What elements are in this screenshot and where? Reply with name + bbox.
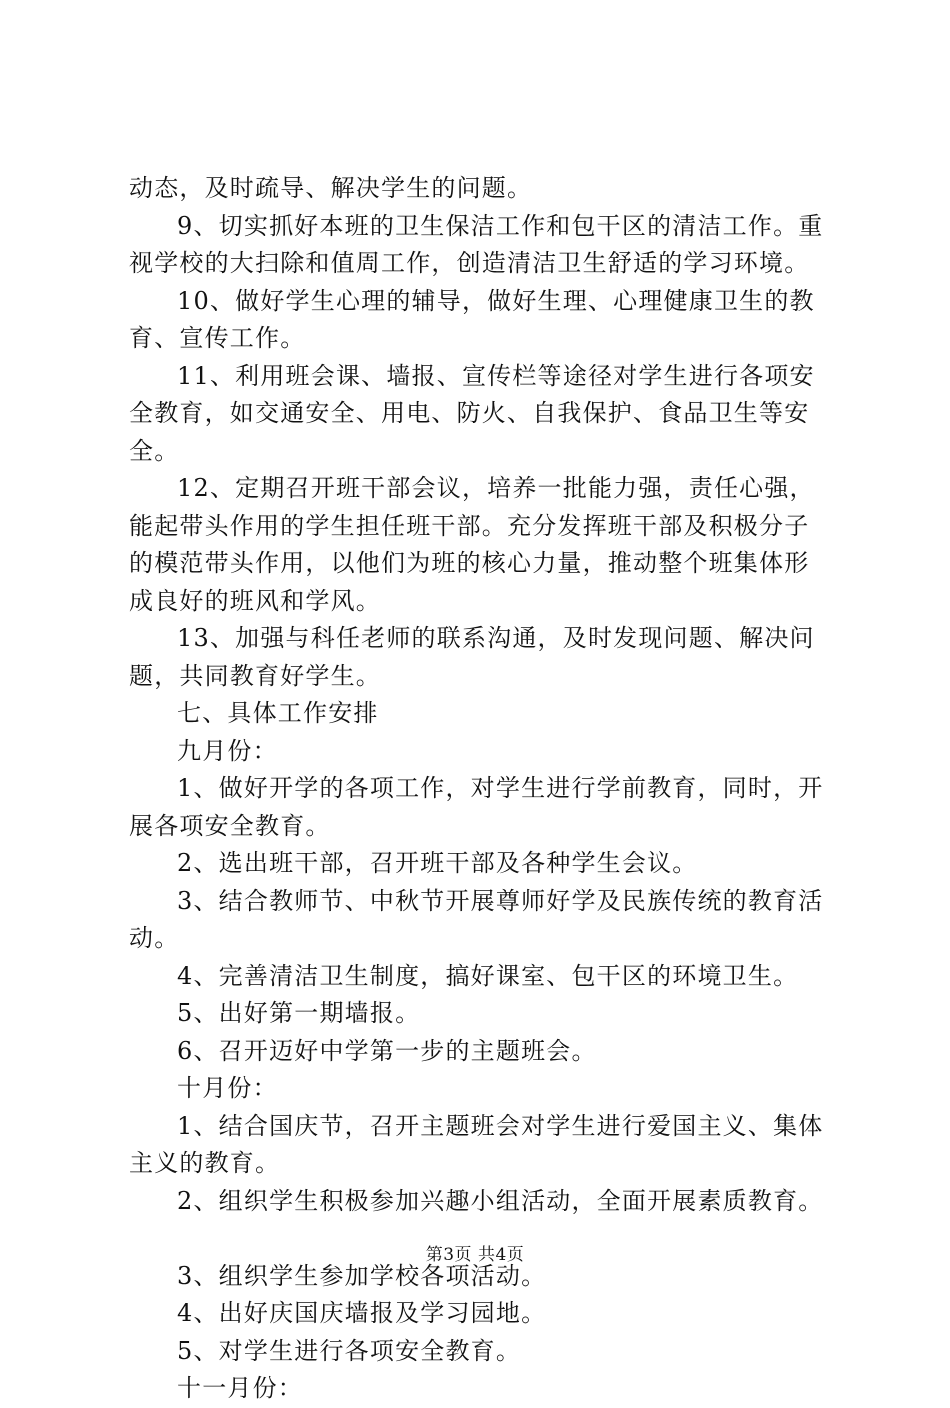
text-line: 2、组织学生积极参加兴趣小组活动，全面开展素质教育。 (177, 1186, 824, 1215)
text-line: 全。 (129, 436, 180, 465)
text-line: 12、定期召开班干部会议，培养一批能力强，责任心强， (177, 474, 815, 502)
text-line: 2、选出班干部，召开班干部及各种学生会议。 (177, 849, 698, 877)
text-line: 6、召开迈好中学第一步的主题班会。 (177, 1036, 597, 1065)
text-line: 3、组织学生参加学校各项活动。 (177, 1261, 547, 1290)
text-line: 9、切实抓好本班的卫生保洁工作和包干区的清洁工作。重 (177, 211, 824, 240)
text-line: 成良好的班风和学风。 (129, 586, 381, 615)
document-body (129, 170, 829, 1408)
text-line: 4、完善清洁卫生制度，搞好课室、包干区的环境卫生。 (177, 961, 799, 990)
text-line: 能起带头作用的学生担任班干部。充分发挥班干部及积极分子 (129, 511, 810, 540)
text-line: 十月份： (177, 1074, 278, 1102)
text-line: 11、利用班会课、墙报、宣传栏等途径对学生进行各项安 (177, 361, 815, 390)
text-line: 1、做好开学的各项工作，对学生进行学前教育，同时，开 (177, 774, 824, 802)
text-line: 十一月份： (177, 1374, 303, 1402)
text-line: 1、结合国庆节，召开主题班会对学生进行爱国主义、集体 (177, 1111, 824, 1140)
text-line: 九月份： (177, 736, 278, 765)
text-line: 题，共同教育好学生。 (129, 661, 381, 690)
text-line: 4、出好庆国庆墙报及学习园地。 (177, 1299, 547, 1327)
page-footer: 第3页 共4页 (425, 1245, 525, 1265)
text-line: 3、结合教师节、中秋节开展尊师好学及民族传统的教育活 (177, 886, 824, 915)
text-line: 七、具体工作安排 (177, 699, 379, 727)
text-line: 动。 (129, 924, 180, 952)
text-line: 展各项安全教育。 (129, 811, 331, 840)
text-line: 育、宣传工作。 (129, 324, 306, 352)
text-line: 13、加强与科任老师的联系沟通，及时发现问题、解决问 (177, 624, 815, 652)
text-line: 10、做好学生心理的辅导，做好生理、心理健康卫生的教 (177, 286, 815, 315)
text-line: 的模范带头作用，以他们为班的核心力量，推动整个班集体形 (129, 549, 810, 577)
text-line: 5、对学生进行各项安全教育。 (177, 1336, 522, 1365)
text-line: 主义的教育。 (129, 1149, 281, 1177)
text-line: 5、出好第一期墙报。 (177, 999, 421, 1027)
text-line: 视学校的大扫除和值周工作，创造清洁卫生舒适的学习环境。 (129, 249, 810, 277)
text-line: 全教育，如交通安全、用电、防火、自我保护、食品卫生等安 (129, 399, 810, 427)
text-line: 动态，及时疏导、解决学生的问题。 (129, 174, 533, 202)
